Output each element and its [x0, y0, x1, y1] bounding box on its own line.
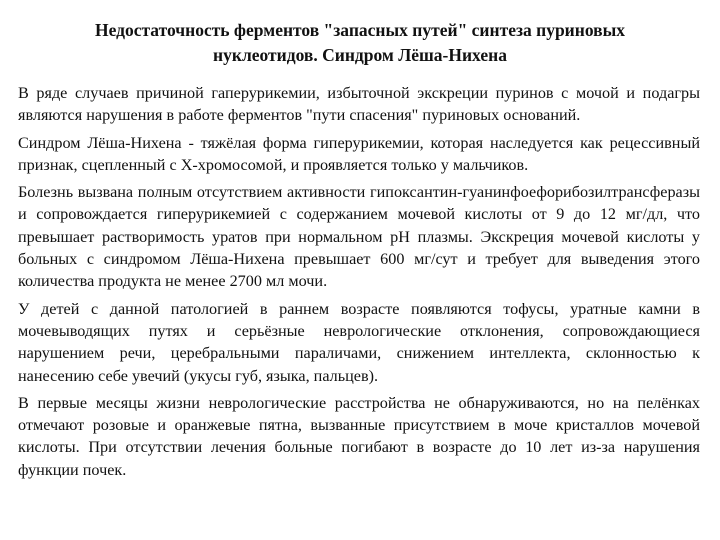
- paragraph-cause: [18, 181, 700, 292]
- paragraph-text: В ряде случаев причиной гаперурикемии, избыточной экскреции пуринов с мочой и подагры являются нарушения в работе ферментов "пути спасения" пуриновых оснований.: [18, 84, 700, 125]
- syndrome-term: Синдром Лёша-Нихена: [18, 133, 182, 152]
- paragraph-text: Болезнь вызвана полным отсутствием активности гипоксантин-гуанинфоефорибозилтрансферазы и сопровождается гиперурикемией с содержанием мочевой кислоты от 9 до 12 мг/дл, что превышает растворимость уратов при нормальном pH плазмы. Экскреция мочевой кислоты у больных с синдромом Лёша-Нихена превышает 600 мг/сут и требует для выведения этого количества продукта не менее 2700 мл мочи.: [18, 183, 700, 291]
- paragraph-intro: [18, 82, 700, 127]
- slide-title: [30, 18, 690, 68]
- paragraph-text: В первые месяцы жизни неврологические расстройства не обнаруживаются, но на пелёнках отмечают розовые и оранжевые пятна, вызванные присутствием в моче кристаллов мочевой кислоты. При отсутствии лечения больные погибают в возрасте до 10 лет из-за нарушения функции почек.: [18, 393, 700, 479]
- paragraph-definition: [18, 132, 700, 177]
- title-line-1: Недостаточность ферментов "запасных путей" синтеза пуриновых: [94, 20, 626, 40]
- paragraph-prognosis: [18, 392, 700, 481]
- paragraph-text: У детей с данной патологией в раннем возрасте появляются тофусы, уратные камни в мочевыводящих путях и серьёзные неврологические отклонения, сопровождающиеся нарушением речи, церебральными параличами, снижением интеллекта, склонностью к нанесению себе увечий (укусы губ, языка, пальцев).: [18, 299, 700, 385]
- title-line-2: нуклеотидов. Синдром Лёша-Нихена: [213, 45, 507, 65]
- paragraph-symptoms: [18, 298, 700, 387]
- slide-body: [18, 82, 700, 486]
- paragraph-text: - тяжёлая форма гиперурикемии, которая наследуется как рецессивный признак, сцепленный с Х-хромосомой, и проявляется только у мальчиков.: [18, 133, 700, 174]
